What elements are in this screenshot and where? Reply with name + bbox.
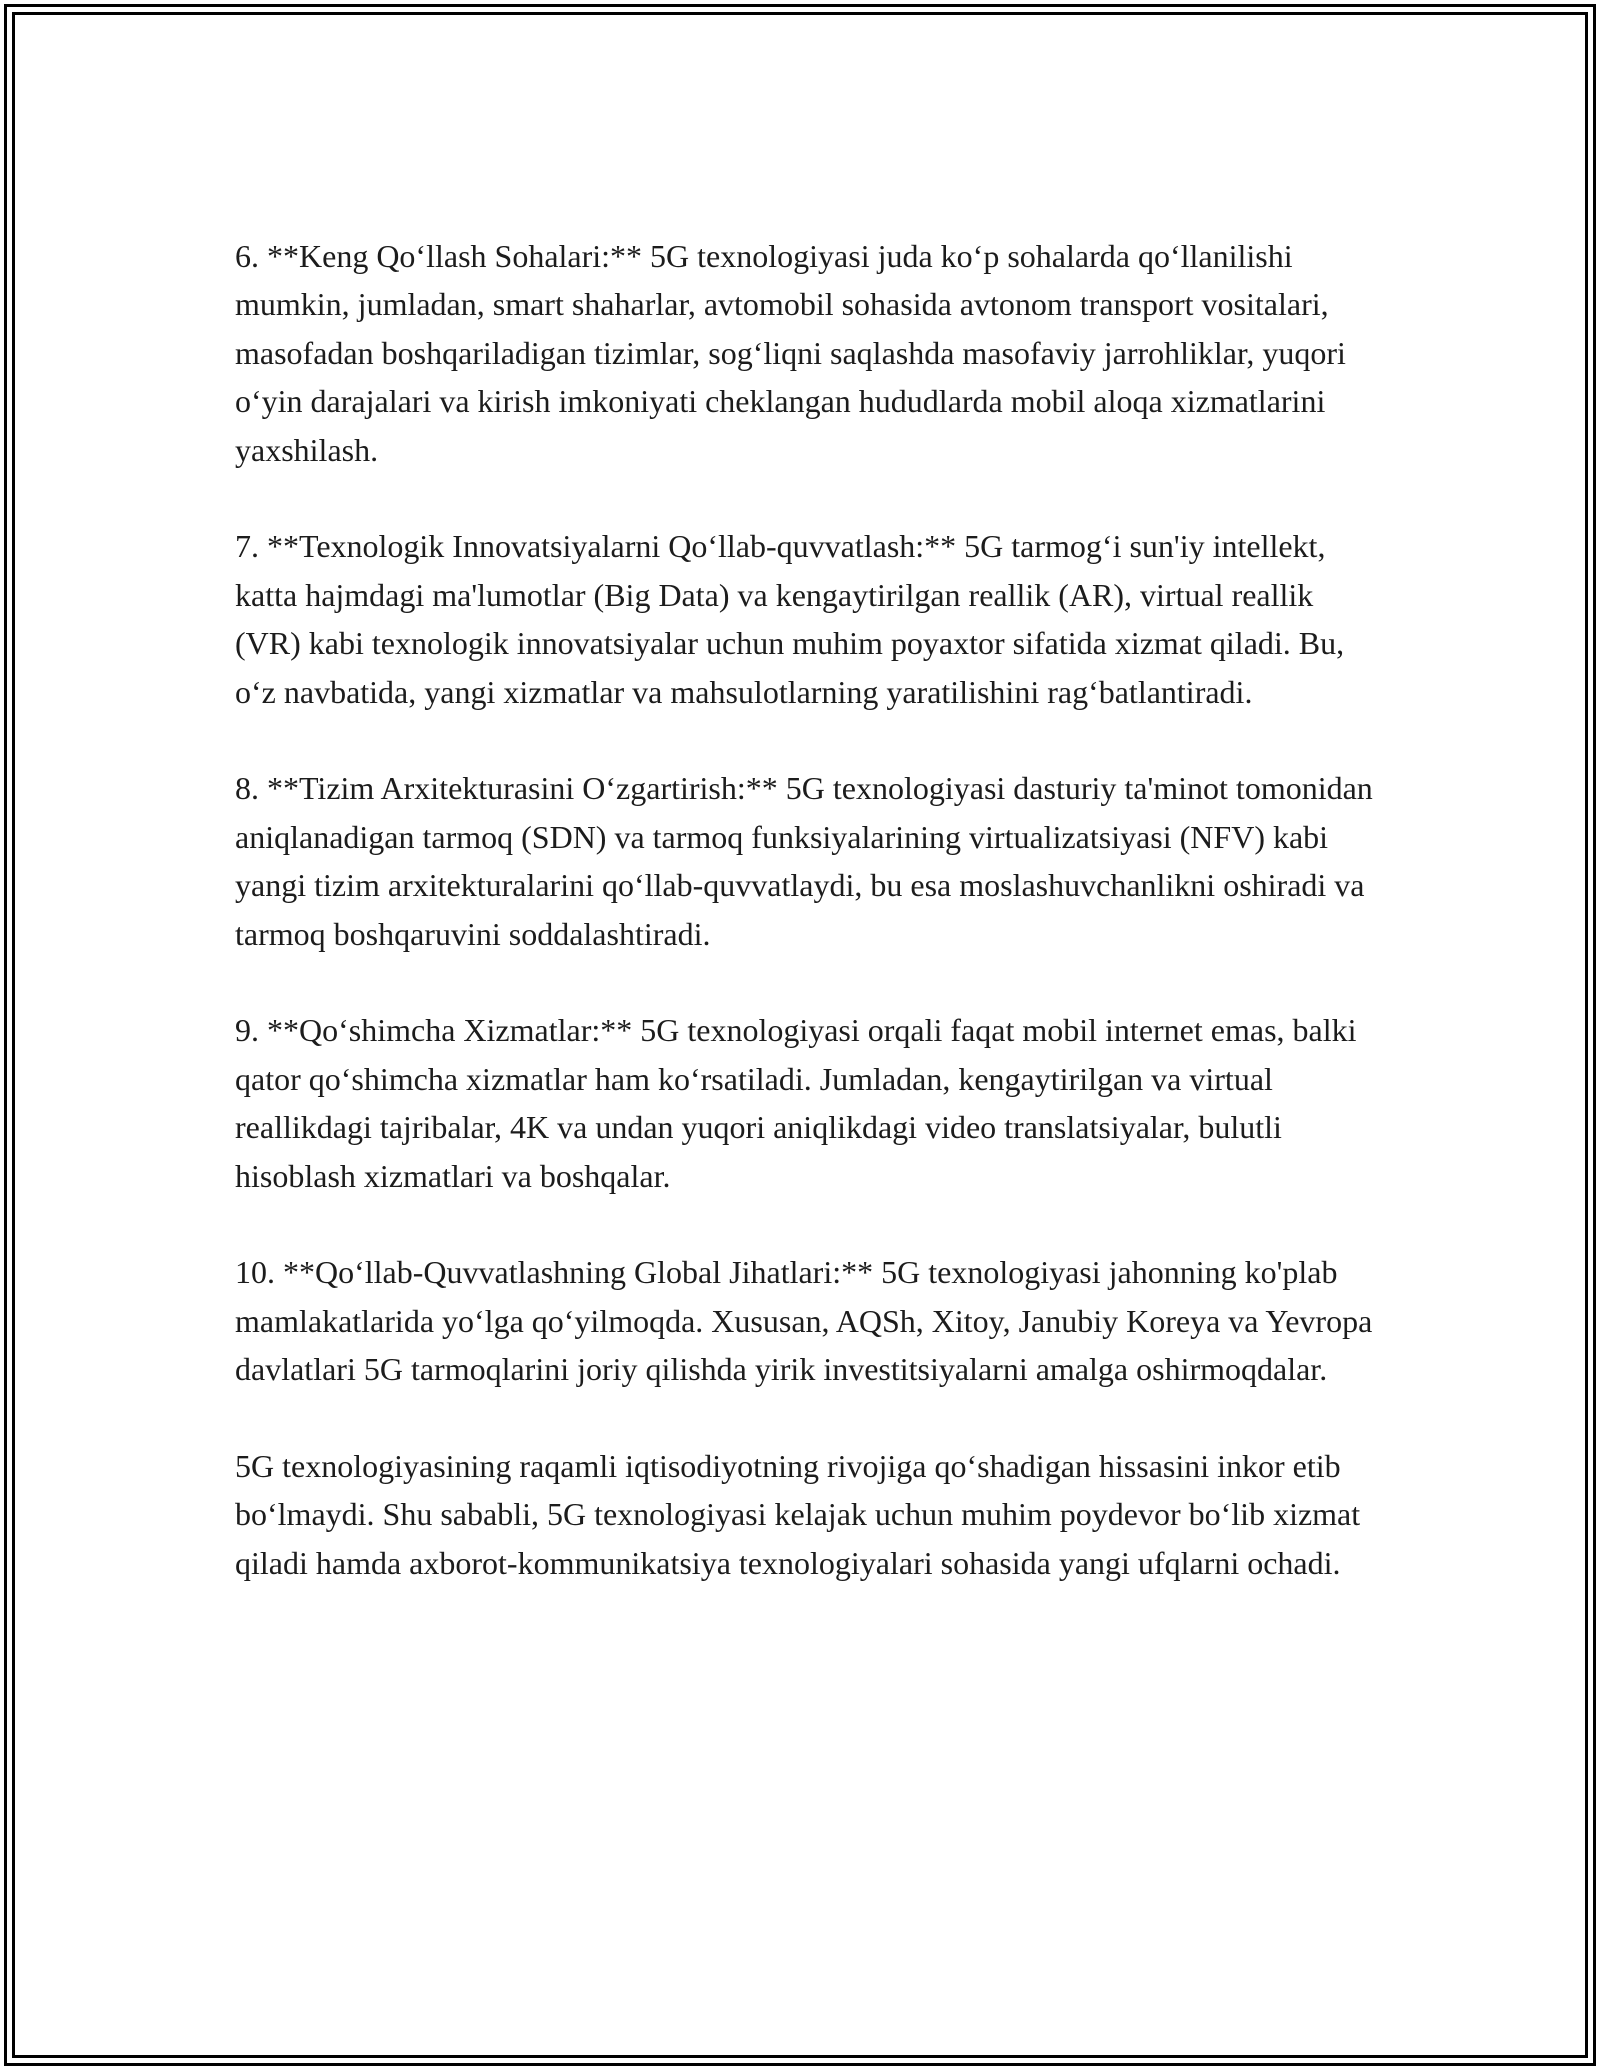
document-body bbox=[235, 232, 1385, 1587]
conclusion-paragraph: 5G texnologiyasining raqamli iqtisodiyotning rivojiga qo‘shadigan hissasini inkor etib bo‘lmaydi. Shu sababli, 5G texnologiyasi kelajak uchun muhim poydevor bo‘lib xizmat qiladi hamda axborot-kommunikatsiya texnologiyalari sohasida yangi ufqlarni ochadi. bbox=[235, 1448, 1361, 1581]
paragraph-item-8: 8. **Tizim Arxitekturasini O‘zgartirish:** 5G texnologiyasi dasturiy ta'minot tomonidan aniqlanadigan tarmoq (SDN) va tarmoq funksiyalarining virtualizatsiyasi (NFV) kabi yangi tizim arxitekturalarini qo‘llab-quvvatlaydi, bu esa moslashuvchanlikni oshiradi va tarmoq boshqaruvini soddalashtiradi. bbox=[235, 770, 1373, 952]
paragraph-item-7: 7. **Texnologik Innovatsiyalarni Qo‘llab-quvvatlash:** 5G tarmog‘i sun'iy intellekt, katta hajmdagi ma'lumotlar (Big Data) va kengaytirilgan reallik (AR), virtual reallik (VR) kabi texnologik innovatsiyalar uchun muhim poyaxtor sifatida xizmat qiladi. Bu, o‘z navbatida, yangi xizmatlar va mahsulotlarning yaratilishini rag‘batlantiradi. bbox=[235, 528, 1345, 710]
paragraph-item-9: 9. **Qo‘shimcha Xizmatlar:** 5G texnologiyasi orqali faqat mobil internet emas, balki qator qo‘shimcha xizmatlar ham ko‘rsatiladi. Jumladan, kengaytirilgan va virtual reallikdagi tajribalar, 4K va undan yuqori aniqlikdagi video translatsiyalar, bulutli hisoblash xizmatlari va boshqalar. bbox=[235, 1012, 1357, 1194]
paragraph-item-6: 6. **Keng Qo‘llash Sohalari:** 5G texnologiyasi juda ko‘p sohalarda qo‘llanilishi mumkin, jumladan, smart shaharlar, avtomobil sohasida avtonom transport vositalari, masofadan boshqariladigan tizimlar, sog‘liqni saqlashda masofaviy jarrohliklar, yuqori o‘yin darajalari va kirish imkoniyati cheklangan hududlarda mobil aloqa xizmatlarini yaxshilash. bbox=[235, 238, 1346, 468]
paragraph-item-10: 10. **Qo‘llab-Quvvatlashning Global Jihatlari:** 5G texnologiyasi jahonning ko'plab mamlakatlarida yo‘lga qo‘yilmoqda. Xususan, AQSh, Xitoy, Janubiy Koreya va Yevropa davlatlari 5G tarmoqlarini joriy qilishda yirik investitsiyalarni amalga oshirmoqdalar. bbox=[235, 1254, 1373, 1388]
